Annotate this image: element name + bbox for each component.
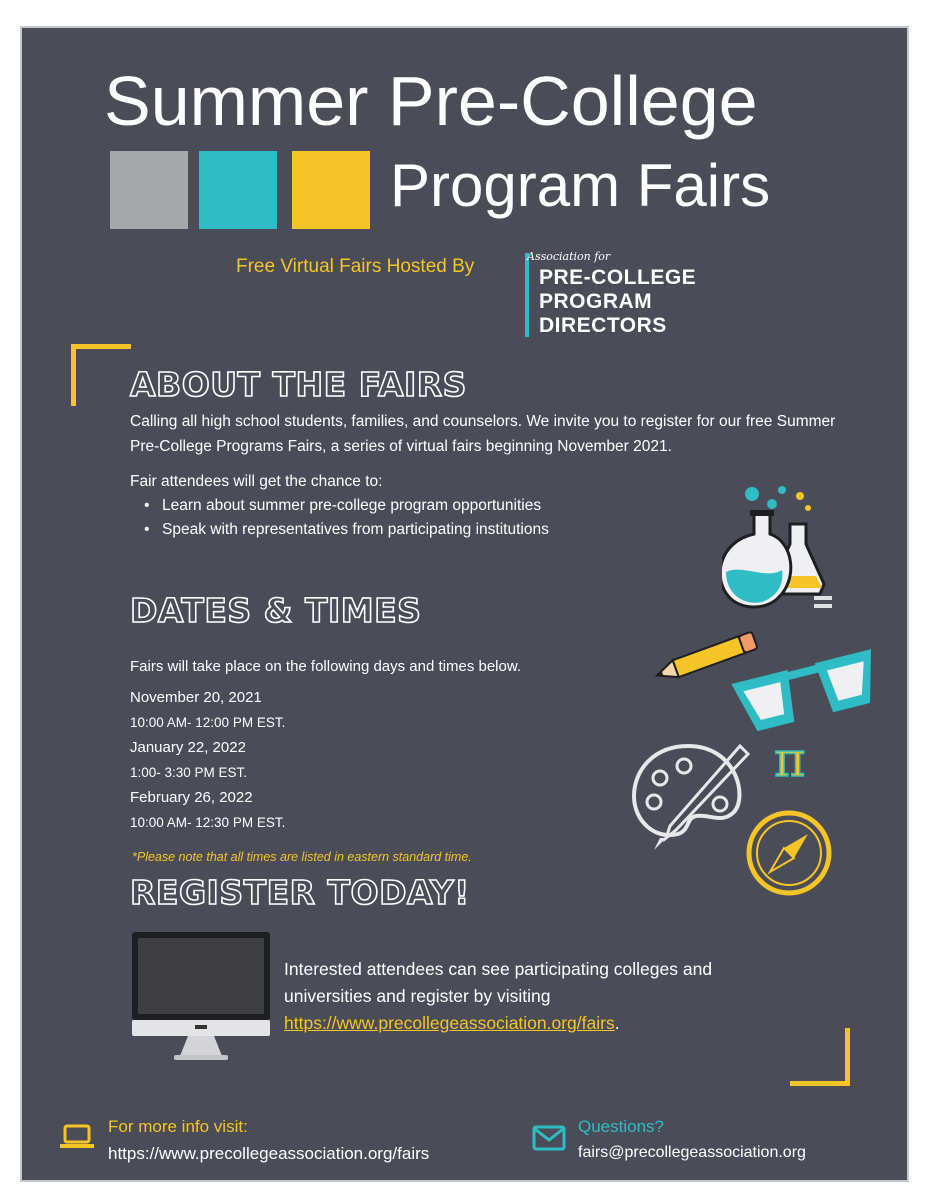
dates-heading: DATES & TIMES (130, 591, 422, 630)
pi-icon: π (774, 732, 806, 788)
register-text-line-2: universities and register by visiting (284, 986, 551, 1006)
org-name-line-3: DIRECTORS (539, 314, 667, 337)
register-link-suffix: . (614, 1013, 620, 1033)
register-heading: REGISTER TODAY! (130, 873, 470, 912)
org-prefix: Association for (527, 250, 611, 263)
event-3-time: 10:00 AM- 12:30 PM EST. (130, 815, 286, 830)
glasses-icon (726, 636, 886, 736)
info-label: For more info visit: (108, 1117, 248, 1136)
register-text-line-1: Interested attendees can see participating colleges and (284, 959, 713, 979)
dates-list (130, 685, 285, 835)
about-bullet-2: • Speak with representatives from participating institutions (130, 518, 549, 542)
timezone-note: *Please note that all times are listed in eastern standard time. (132, 850, 472, 864)
event-1-date: November 20, 2021 (130, 689, 262, 706)
event-3-date: February 26, 2022 (130, 789, 253, 806)
flask-icon (722, 484, 842, 614)
event-2-date: January 22, 2022 (130, 739, 246, 756)
hosted-by-text: Free Virtual Fairs Hosted By (236, 256, 475, 277)
org-name-line-2: PROGRAM (539, 290, 653, 313)
about-intro: Fair attendees will get the chance to: (130, 473, 383, 490)
about-paragraph: Calling all high school students, families, and counselors. We invite you to register for our free Summer Pre-College Programs Fairs, a series of virtual fairs beginning November 2021. (130, 413, 836, 455)
event-2-time: 1:00- 3:30 PM EST. (130, 765, 248, 780)
flyer (20, 26, 909, 1182)
org-name (539, 266, 696, 338)
gray-square (110, 151, 188, 229)
info-url[interactable]: https://www.precollegeassociation.org/fairs (108, 1144, 430, 1163)
corner-bracket-top-left (71, 344, 131, 406)
register-link-line (284, 1010, 804, 1037)
envelope-icon (532, 1125, 566, 1151)
register-link[interactable]: https://www.precollegeassociation.org/fairs (284, 1013, 615, 1033)
title-line-2: Program Fairs (390, 152, 771, 219)
event-1-time: 10:00 AM- 12:00 PM EST. (130, 715, 286, 730)
questions-label: Questions? (578, 1117, 664, 1136)
contact-email[interactable]: fairs@precollegeassociation.org (578, 1144, 806, 1161)
teal-square (199, 151, 277, 229)
register-text (284, 956, 804, 1037)
about-bullet-list (130, 494, 549, 542)
laptop-icon (60, 1124, 94, 1150)
title-line-1: Summer Pre-College (104, 62, 758, 140)
org-name-line-1: PRE-COLLEGE (539, 266, 697, 289)
yellow-square (292, 151, 370, 229)
monitor-icon (130, 930, 272, 1062)
compass-icon (744, 808, 834, 898)
dates-intro: Fairs will take place on the following days and times below. (130, 658, 522, 675)
palette-icon (630, 738, 754, 854)
about-heading: ABOUT THE FAIRS (130, 365, 467, 404)
org-logo-bar (525, 253, 529, 337)
about-bullet-1: • Learn about summer pre-college program opportunities (130, 494, 549, 518)
